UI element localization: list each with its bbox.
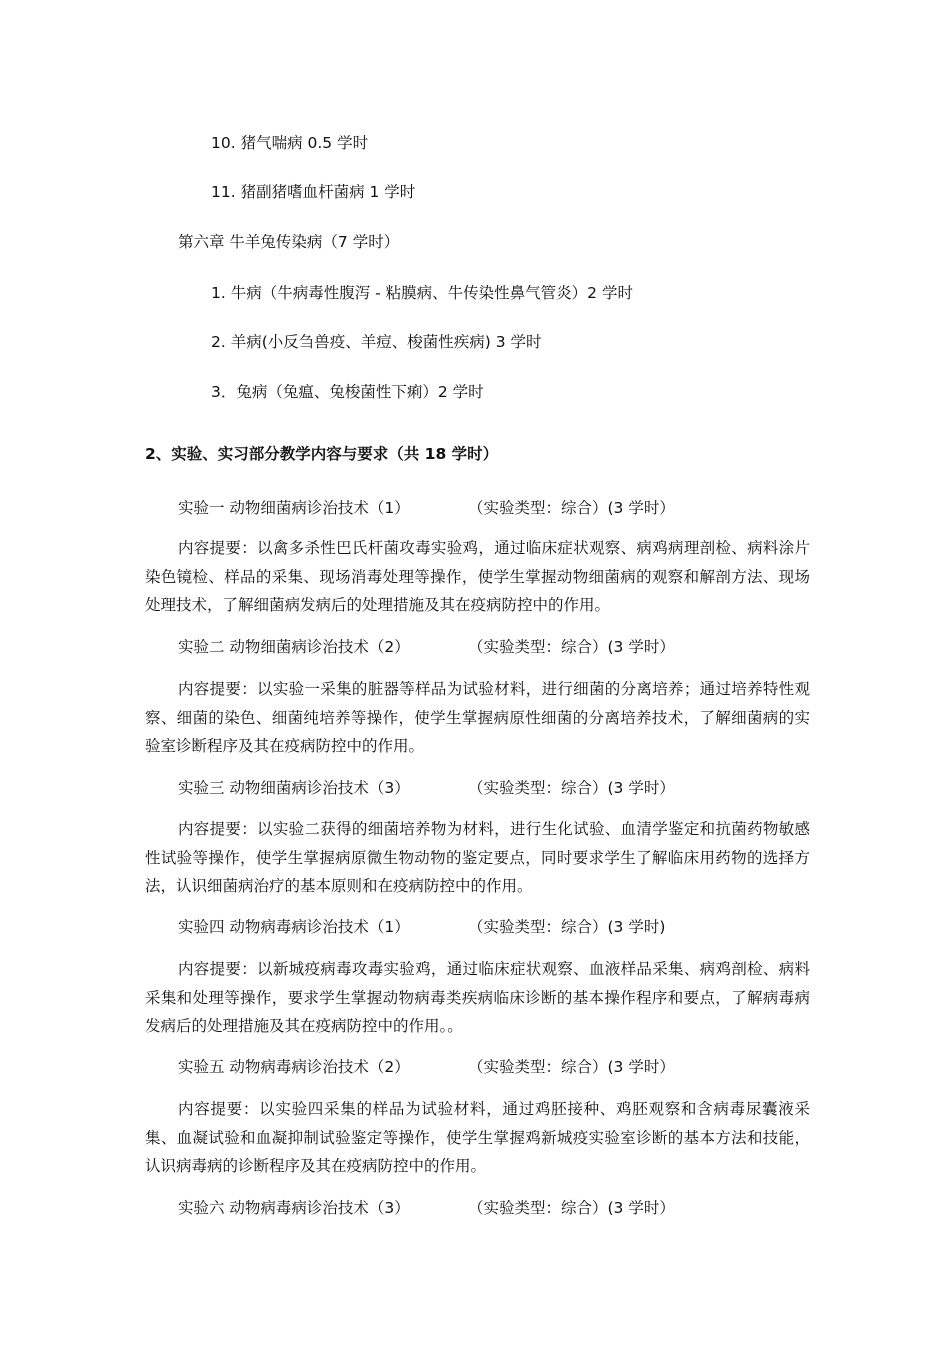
- list-item-cattle-disease: 1. 牛病（牛病毒性腹泻 - 粘膜病、牛传染性鼻气管炎）2 学时: [211, 284, 633, 302]
- list-item-sheep-disease: 2. 羊病(小反刍兽疫、羊痘、梭菌性疾病) 3 学时: [211, 333, 542, 351]
- experiment-type: （实验类型：综合）(3 学时）: [468, 1199, 675, 1217]
- list-item-pig-mycoplasma: 10. 猪气喘病 0.5 学时: [211, 134, 369, 152]
- experiment-title: 实验四 动物病毒病诊治技术（1）: [178, 918, 410, 936]
- experiment-4-heading: [178, 916, 666, 938]
- list-item-rabbit-disease: 3．兔病（兔瘟、兔梭菌性下痢）2 学时: [211, 383, 484, 401]
- experiment-2-heading: [178, 636, 675, 658]
- experiment-type: （实验类型：综合）(3 学时）: [468, 779, 675, 797]
- experiment-1-summary: 内容提要：以禽多杀性巴氏杆菌攻毒实验鸡，通过临床症状观察、病鸡病理剖检、病料涂片染色镜检、样品的采集、现场消毒处理等操作，使学生掌握动物细菌病的观察和解剖方法、现场处理技术，了解细菌病发病后的处理措施及其在疫病防控中的作用。: [145, 539, 810, 614]
- experiment-3-heading: [178, 777, 675, 799]
- experiment-type: （实验类型：综合）(3 学时): [468, 918, 666, 936]
- experiment-type: （实验类型：综合）(3 学时）: [468, 638, 675, 656]
- experiment-type: （实验类型：综合）(3 学时）: [468, 499, 675, 517]
- experiment-type: （实验类型：综合）(3 学时）: [468, 1058, 675, 1076]
- experiment-title: 实验三 动物细菌病诊治技术（3）: [178, 779, 410, 797]
- experiment-title: 实验五 动物病毒病诊治技术（2）: [178, 1058, 410, 1076]
- experiment-title: 实验一 动物细菌病诊治技术（1）: [178, 499, 410, 517]
- experiment-2-summary: 内容提要：以实验一采集的脏器等样品为试验材料，进行细菌的分离培养；通过培养特性观察、细菌的染色、细菌纯培养等操作，使学生掌握病原性细菌的分离培养技术，了解细菌病的实验室诊断程序及其在疫病防控中的作用。: [145, 680, 810, 755]
- experiment-5-summary: 内容提要：以实验四采集的样品为试验材料，通过鸡胚接种、鸡胚观察和含病毒尿囊液采集、血凝试验和血凝抑制试验鉴定等操作，使学生掌握鸡新城疫实验室诊断的基本方法和技能，认识病毒病的诊断程序及其在疫病防控中的作用。: [145, 1100, 810, 1175]
- experiment-title: 实验二 动物细菌病诊治技术（2）: [178, 638, 410, 656]
- experiment-6-heading: [178, 1197, 675, 1219]
- chapter-6-title: 第六章 牛羊兔传染病（7 学时）: [178, 233, 400, 251]
- experiment-1-heading: [178, 497, 675, 519]
- experiment-4-summary: 内容提要：以新城疫病毒攻毒实验鸡，通过临床症状观察、血液样品采集、病鸡剖检、病料采集和处理等操作，要求学生掌握动物病毒类疾病临床诊断的基本操作程序和要点，了解病毒病发病后的处理措施及其在疫病防控中的作用。。: [145, 960, 810, 1035]
- list-item-glasser-disease: 11. 猪副猪嗜血杆菌病 1 学时: [211, 183, 416, 201]
- experiment-5-heading: [178, 1056, 675, 1078]
- experiment-title: 实验六 动物病毒病诊治技术（3）: [178, 1199, 410, 1217]
- experiment-3-summary: 内容提要：以实验二获得的细菌培养物为材料，进行生化试验、血清学鉴定和抗菌药物敏感性试验等操作，使学生掌握病原微生物动物的鉴定要点，同时要求学生了解临床用药物的选择方法，认识细菌病治疗的基本原则和在疫病防控中的作用。: [145, 820, 810, 895]
- section-2-heading: 2、实验、实习部分教学内容与要求（共 18 学时）: [145, 445, 499, 463]
